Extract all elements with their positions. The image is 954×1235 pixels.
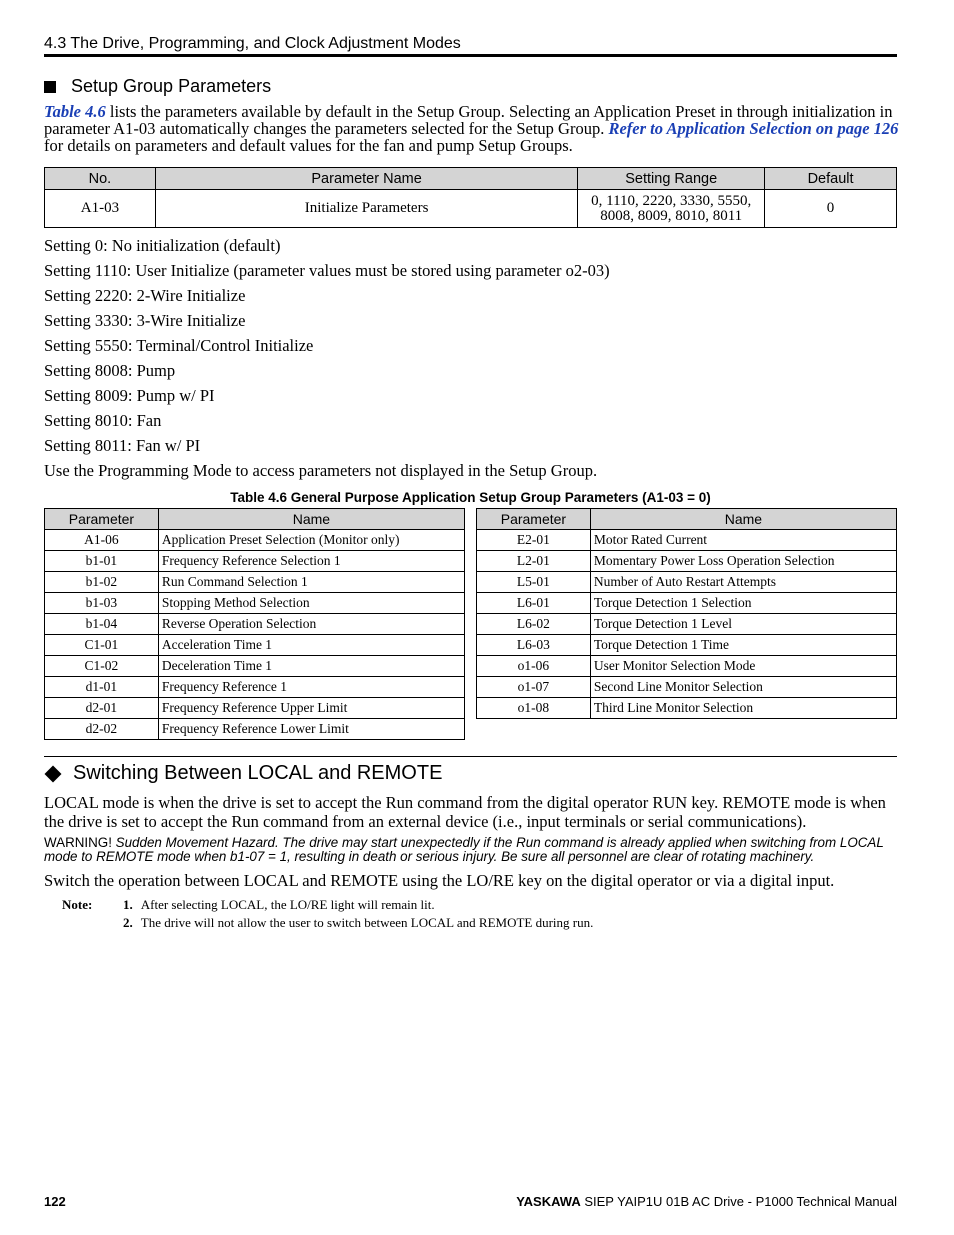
param-name: Second Line Monitor Selection bbox=[590, 677, 896, 698]
param-name: Torque Detection 1 Selection bbox=[590, 593, 896, 614]
setting-line: Setting 5550: Terminal/Control Initialize bbox=[44, 336, 314, 355]
range-line: 8008, 8009, 8010, 8011 bbox=[600, 207, 743, 224]
document-name: SIEP YAIP1U 01B AC Drive - P1000 Technical Manual bbox=[580, 1194, 897, 1209]
header-rule bbox=[44, 54, 897, 57]
param-code: b1-03 bbox=[45, 593, 159, 614]
local-remote-paragraph: LOCAL mode is when the drive is set to accept the Run command from the digital operator RUN key. REMOTE mode is when the drive is set to accept the Run command from an external device (i.e., input terminals or serial communications). bbox=[44, 793, 886, 831]
param-code: b1-02 bbox=[45, 572, 159, 593]
param-name: Reverse Operation Selection bbox=[158, 614, 464, 635]
brand-name: YASKAWA bbox=[516, 1194, 581, 1209]
param-name: Frequency Reference Upper Limit bbox=[158, 698, 464, 719]
table-row bbox=[45, 551, 465, 572]
setting-line: Setting 8009: Pump w/ PI bbox=[44, 386, 215, 405]
col-header-name: Name bbox=[590, 509, 896, 530]
range-line: 0, 1110, 2220, 3330, 5550, bbox=[591, 192, 752, 209]
param-name: User Monitor Selection Mode bbox=[590, 656, 896, 677]
table-row bbox=[477, 656, 897, 677]
table-row bbox=[45, 614, 465, 635]
param-code: b1-04 bbox=[45, 614, 159, 635]
running-header: 4.3 The Drive, Programming, and Clock Adjustment Modes bbox=[44, 35, 461, 52]
table-row bbox=[45, 719, 465, 740]
table-row bbox=[477, 551, 897, 572]
warning-label: WARNING! bbox=[44, 835, 112, 850]
param-name: Deceleration Time 1 bbox=[158, 656, 464, 677]
param-name: Momentary Power Loss Operation Selection bbox=[590, 551, 896, 572]
param-name: Frequency Reference Lower Limit bbox=[158, 719, 464, 740]
table-row bbox=[45, 656, 465, 677]
param-code: A1-06 bbox=[45, 530, 159, 551]
table-row bbox=[45, 698, 465, 719]
param-code: L6-03 bbox=[477, 635, 591, 656]
setting-line: Setting 2220: 2-Wire Initialize bbox=[44, 286, 246, 305]
param-no: A1-03 bbox=[45, 190, 156, 228]
diamond-bullet-icon bbox=[45, 765, 62, 782]
application-selection-link[interactable]: Refer to Application Selection on page 126 bbox=[608, 119, 899, 138]
table-row bbox=[477, 677, 897, 698]
section-heading-local-remote bbox=[44, 762, 442, 785]
section-heading-setup bbox=[44, 76, 271, 97]
param-code: d2-02 bbox=[45, 719, 159, 740]
col-header-parameter: Parameter bbox=[477, 509, 591, 530]
table-row bbox=[45, 635, 465, 656]
intro-text-1: lists the parameters available by default in the Setup Group. Selecting an Application Preset in through initialization in parameter A1-03 automatically changes the parameters selected for the Setup Group. bbox=[44, 102, 893, 138]
default-value: 0 bbox=[765, 190, 897, 228]
table-row bbox=[45, 190, 897, 228]
section-title: Switching Between LOCAL and REMOTE bbox=[73, 762, 443, 784]
param-code: L6-02 bbox=[477, 614, 591, 635]
param-code: E2-01 bbox=[477, 530, 591, 551]
param-code: o1-07 bbox=[477, 677, 591, 698]
setting-line: Setting 1110: User Initialize (parameter values must be stored using parameter o2-03) bbox=[44, 261, 610, 280]
note-label: Note: bbox=[62, 897, 93, 912]
table-row bbox=[477, 593, 897, 614]
note-number: 2. bbox=[123, 915, 133, 930]
table-row bbox=[477, 635, 897, 656]
table-row bbox=[45, 572, 465, 593]
table-row bbox=[45, 593, 465, 614]
param-name: Number of Auto Restart Attempts bbox=[590, 572, 896, 593]
setting-line: Setting 8008: Pump bbox=[44, 361, 176, 380]
programming-mode-note: Use the Programming Mode to access parameters not displayed in the Setup Group. bbox=[44, 461, 598, 480]
square-bullet-icon bbox=[44, 81, 56, 93]
table-row bbox=[477, 572, 897, 593]
param-name: Frequency Reference Selection 1 bbox=[158, 551, 464, 572]
param-code: b1-01 bbox=[45, 551, 159, 572]
note-number: 1. bbox=[123, 897, 133, 912]
init-parameter-table bbox=[44, 167, 897, 228]
setting-line: Setting 3330: 3-Wire Initialize bbox=[44, 311, 246, 330]
param-code: C1-02 bbox=[45, 656, 159, 677]
param-code: o1-06 bbox=[477, 656, 591, 677]
note-item bbox=[123, 915, 593, 931]
param-code: C1-01 bbox=[45, 635, 159, 656]
col-header-name: Name bbox=[158, 509, 464, 530]
col-header-parameter: Parameter bbox=[45, 509, 159, 530]
section-divider bbox=[44, 756, 897, 757]
note-text: After selecting LOCAL, the LO/RE light will remain lit. bbox=[140, 897, 435, 912]
param-name: Torque Detection 1 Time bbox=[590, 635, 896, 656]
param-code: d1-01 bbox=[45, 677, 159, 698]
table-row bbox=[477, 614, 897, 635]
intro-paragraph bbox=[44, 103, 900, 154]
param-name: Torque Detection 1 Level bbox=[590, 614, 896, 635]
setup-params-right-table bbox=[476, 508, 897, 719]
setting-line: Setting 8010: Fan bbox=[44, 411, 162, 430]
col-header-no: No. bbox=[45, 168, 156, 190]
param-code: L6-01 bbox=[477, 593, 591, 614]
note-text: The drive will not allow the user to switch between LOCAL and REMOTE during run. bbox=[140, 915, 594, 930]
col-header-parameter-name: Parameter Name bbox=[155, 168, 577, 190]
param-name: Initialize Parameters bbox=[155, 190, 577, 228]
switch-paragraph: Switch the operation between LOCAL and REMOTE using the LO/RE key on the digital operator or via a digital input. bbox=[44, 871, 835, 890]
param-name: Run Command Selection 1 bbox=[158, 572, 464, 593]
param-name: Stopping Method Selection bbox=[158, 593, 464, 614]
param-name: Application Preset Selection (Monitor only) bbox=[158, 530, 464, 551]
intro-text-2: for details on parameters and default values for the fan and pump Setup Groups. bbox=[44, 136, 573, 155]
setting-line: Setting 0: No initialization (default) bbox=[44, 236, 281, 255]
param-code: L5-01 bbox=[477, 572, 591, 593]
note-item bbox=[123, 897, 435, 913]
table-caption: Table 4.6 General Purpose Application Setup Group Parameters (A1-03 = 0) bbox=[230, 490, 711, 505]
col-header-setting-range: Setting Range bbox=[578, 168, 765, 190]
warning-text: Sudden Movement Hazard. The drive may start unexpectedly if the Run command is already applied when switching from LOCAL mode to REMOTE mode when b1-07 = 1, resulting in death or serious injury. Be sure all personnel are clear of rotating machinery. bbox=[44, 835, 884, 864]
setup-params-left-table bbox=[44, 508, 465, 740]
param-name: Third Line Monitor Selection bbox=[590, 698, 896, 719]
param-code: o1-08 bbox=[477, 698, 591, 719]
table-row bbox=[477, 698, 897, 719]
param-name: Acceleration Time 1 bbox=[158, 635, 464, 656]
footer-document-title bbox=[516, 1194, 897, 1209]
section-title: Setup Group Parameters bbox=[71, 76, 272, 96]
param-name: Motor Rated Current bbox=[590, 530, 896, 551]
page-number: 122 bbox=[44, 1194, 66, 1209]
table-row bbox=[45, 530, 465, 551]
settings-list bbox=[44, 233, 610, 483]
table-row bbox=[45, 677, 465, 698]
setting-line: Setting 8011: Fan w/ PI bbox=[44, 436, 201, 455]
table-4-6-link[interactable]: Table 4.6 bbox=[44, 102, 106, 121]
col-header-default: Default bbox=[765, 168, 897, 190]
warning-block bbox=[44, 836, 904, 864]
param-code: d2-01 bbox=[45, 698, 159, 719]
setting-range bbox=[578, 190, 765, 228]
param-code: L2-01 bbox=[477, 551, 591, 572]
param-name: Frequency Reference 1 bbox=[158, 677, 464, 698]
table-row bbox=[477, 530, 897, 551]
